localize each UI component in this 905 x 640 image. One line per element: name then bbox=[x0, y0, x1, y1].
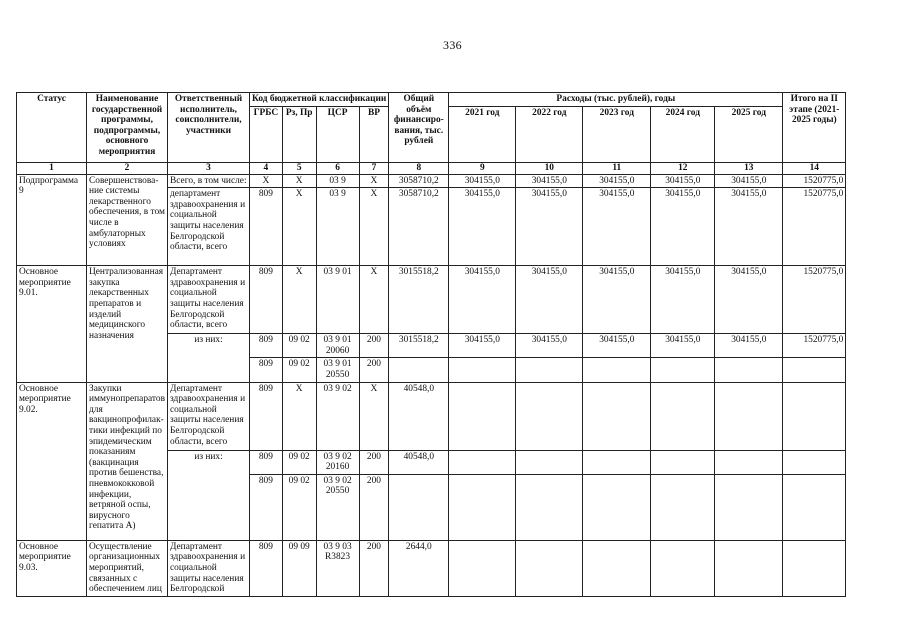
table-row bbox=[17, 540, 846, 596]
cell-2022 bbox=[516, 474, 583, 540]
cell-2025 bbox=[715, 540, 783, 596]
cell-2023: 304155,0 bbox=[583, 188, 651, 266]
cell-2025: 304155,0 bbox=[715, 266, 783, 334]
header-vr: ВР bbox=[359, 106, 389, 162]
cell-2024 bbox=[651, 382, 715, 450]
cell-2025: 304155,0 bbox=[715, 174, 783, 188]
cell-csr: 03 9 02 20550 bbox=[316, 474, 359, 540]
cell-vr: 200 bbox=[359, 450, 389, 474]
row-responsible: департамент здравоохранения и социальной защиты населения Белгородской области, всего bbox=[168, 188, 250, 266]
cell-2022: 304155,0 bbox=[516, 188, 583, 266]
cell-2021: 304155,0 bbox=[449, 188, 516, 266]
cell-vr: 200 bbox=[359, 540, 389, 596]
cell-total: 40548,0 bbox=[389, 450, 449, 474]
cell-rzpr: 09 02 bbox=[282, 334, 316, 358]
cell-2025 bbox=[715, 382, 783, 450]
row-responsible: из них: bbox=[168, 334, 250, 382]
row-status: Основное мероприятие 9.03. bbox=[17, 540, 87, 596]
cell-rzpr: 09 02 bbox=[282, 358, 316, 382]
cell-csr: 03 9 02 20160 bbox=[316, 450, 359, 474]
column-number: 3 bbox=[168, 162, 250, 174]
cell-stage-total: 1520775,0 bbox=[783, 334, 846, 358]
row-status: Подпрограмма 9 bbox=[17, 174, 87, 266]
row-responsible: Департамент здравоохранения и социальной защиты населения Белгородской области, всего bbox=[168, 266, 250, 334]
cell-csr: 03 9 01 20550 bbox=[316, 358, 359, 382]
cell-csr: 03 9 bbox=[316, 188, 359, 266]
cell-2022: 304155,0 bbox=[516, 174, 583, 188]
row-responsible: Департамент здравоохранения и социальной защиты населения Белгородской bbox=[168, 540, 250, 596]
cell-stage-total bbox=[783, 450, 846, 474]
row-name: Закупки иммунопрепаратов для вакцинопрофилак-тики инфекций по эпидемическим показаниям (вакцинация против бешенства, пневмококковой инфекции, ветряной оспы, вирусного гепатита А) bbox=[87, 382, 168, 540]
cell-2025: 304155,0 bbox=[715, 188, 783, 266]
header-row-1 bbox=[17, 93, 846, 107]
cell-2021 bbox=[449, 358, 516, 382]
cell-2025 bbox=[715, 474, 783, 540]
table-row bbox=[17, 266, 846, 334]
cell-2022 bbox=[516, 358, 583, 382]
column-number: 13 bbox=[715, 162, 783, 174]
cell-stage-total: 1520775,0 bbox=[783, 188, 846, 266]
row-name: Совершенствова-ние системы лекарственного обеспечения, в том числе в амбулаторных условиях bbox=[87, 174, 168, 266]
column-number: 2 bbox=[87, 162, 168, 174]
cell-2024 bbox=[651, 540, 715, 596]
cell-total: 3058710,2 bbox=[389, 188, 449, 266]
row-name: Осуществление организационных мероприятий, связанных с обеспечением лиц bbox=[87, 540, 168, 596]
cell-2023 bbox=[583, 474, 651, 540]
header-name: Наименование государственной программы, подпрограммы, основного мероприятия bbox=[87, 93, 168, 163]
header-total: Общий объём финансиро-вания, тыс. рублей bbox=[389, 93, 449, 163]
cell-2025: 304155,0 bbox=[715, 334, 783, 358]
column-number: 11 bbox=[583, 162, 651, 174]
cell-2021 bbox=[449, 450, 516, 474]
cell-2022 bbox=[516, 540, 583, 596]
cell-stage-total bbox=[783, 474, 846, 540]
row-status: Основное мероприятие 9.01. bbox=[17, 266, 87, 382]
header-2024: 2024 год bbox=[651, 106, 715, 162]
cell-2023 bbox=[583, 382, 651, 450]
cell-grbs: 809 bbox=[250, 188, 283, 266]
cell-2025 bbox=[715, 450, 783, 474]
column-number: 7 bbox=[359, 162, 389, 174]
row-responsible: Департамент здравоохранения и социальной защиты населения Белгородской области, всего bbox=[168, 382, 250, 450]
cell-2024: 304155,0 bbox=[651, 334, 715, 358]
cell-total: 3015518,2 bbox=[389, 334, 449, 358]
header-expenses: Расходы (тыс. рублей), годы bbox=[449, 93, 783, 107]
cell-vr: 200 bbox=[359, 334, 389, 358]
cell-vr: 200 bbox=[359, 474, 389, 540]
header-status: Статус bbox=[17, 93, 87, 163]
cell-2023 bbox=[583, 540, 651, 596]
column-number: 6 bbox=[316, 162, 359, 174]
cell-2021: 304155,0 bbox=[449, 174, 516, 188]
column-number: 14 bbox=[783, 162, 846, 174]
column-number: 10 bbox=[516, 162, 583, 174]
cell-grbs: 809 bbox=[250, 266, 283, 334]
cell-csr: 03 9 01 20060 bbox=[316, 334, 359, 358]
cell-total: 3058710,2 bbox=[389, 174, 449, 188]
cell-2024 bbox=[651, 450, 715, 474]
column-number: 12 bbox=[651, 162, 715, 174]
column-number: 5 bbox=[282, 162, 316, 174]
cell-2023 bbox=[583, 358, 651, 382]
budget-table bbox=[16, 92, 846, 597]
page-number: 336 bbox=[443, 38, 462, 52]
cell-2024: 304155,0 bbox=[651, 174, 715, 188]
header-csr: ЦСР bbox=[316, 106, 359, 162]
cell-total: 40548,0 bbox=[389, 382, 449, 450]
cell-stage-total: 1520775,0 bbox=[783, 266, 846, 334]
cell-grbs: 809 bbox=[250, 474, 283, 540]
cell-vr: 200 bbox=[359, 358, 389, 382]
cell-grbs: 809 bbox=[250, 358, 283, 382]
cell-2022 bbox=[516, 382, 583, 450]
cell-rzpr: 09 02 bbox=[282, 450, 316, 474]
cell-stage-total: 1520775,0 bbox=[783, 174, 846, 188]
cell-rzpr: X bbox=[282, 382, 316, 450]
cell-2023: 304155,0 bbox=[583, 334, 651, 358]
cell-rzpr: X bbox=[282, 266, 316, 334]
header-2021: 2021 год bbox=[449, 106, 516, 162]
row-responsible: Всего, в том числе: bbox=[168, 174, 250, 188]
column-number: 9 bbox=[449, 162, 516, 174]
cell-csr: 03 9 02 bbox=[316, 382, 359, 450]
cell-2022: 304155,0 bbox=[516, 266, 583, 334]
cell-total bbox=[389, 358, 449, 382]
cell-grbs: 809 bbox=[250, 382, 283, 450]
header-rzpr: Рз, Пр bbox=[282, 106, 316, 162]
table-row bbox=[17, 174, 846, 188]
cell-2024: 304155,0 bbox=[651, 266, 715, 334]
cell-grbs: 809 bbox=[250, 450, 283, 474]
cell-stage-total bbox=[783, 382, 846, 450]
header-stage-total: Итого на II этапе (2021-2025 годы) bbox=[783, 93, 846, 163]
row-responsible: из них: bbox=[168, 450, 250, 540]
cell-vr: X bbox=[359, 188, 389, 266]
cell-2024 bbox=[651, 474, 715, 540]
cell-2021 bbox=[449, 382, 516, 450]
cell-stage-total bbox=[783, 358, 846, 382]
header-grbs: ГРБС bbox=[250, 106, 283, 162]
header-2025: 2025 год bbox=[715, 106, 783, 162]
cell-2022: 304155,0 bbox=[516, 334, 583, 358]
table-row bbox=[17, 382, 846, 450]
cell-2021: 304155,0 bbox=[449, 266, 516, 334]
cell-stage-total bbox=[783, 540, 846, 596]
cell-rzpr: X bbox=[282, 188, 316, 266]
header-2022: 2022 год bbox=[516, 106, 583, 162]
cell-grbs: 809 bbox=[250, 540, 283, 596]
cell-csr: 03 9 03 R3823 bbox=[316, 540, 359, 596]
cell-rzpr: 09 02 bbox=[282, 474, 316, 540]
header-2023: 2023 год bbox=[583, 106, 651, 162]
row-name: Централизованная закупка лекарственных препаратов и изделий медицинского назначения bbox=[87, 266, 168, 382]
cell-2021: 304155,0 bbox=[449, 334, 516, 358]
cell-total: 2644,0 bbox=[389, 540, 449, 596]
cell-2023: 304155,0 bbox=[583, 266, 651, 334]
column-number: 8 bbox=[389, 162, 449, 174]
cell-grbs: 809 bbox=[250, 334, 283, 358]
cell-total: 3015518,2 bbox=[389, 266, 449, 334]
cell-rzpr: X bbox=[282, 174, 316, 188]
cell-2023: 304155,0 bbox=[583, 174, 651, 188]
cell-2025 bbox=[715, 358, 783, 382]
column-number: 1 bbox=[17, 162, 87, 174]
cell-total bbox=[389, 474, 449, 540]
cell-csr: 03 9 bbox=[316, 174, 359, 188]
cell-2024: 304155,0 bbox=[651, 188, 715, 266]
column-number: 4 bbox=[250, 162, 283, 174]
cell-2021 bbox=[449, 474, 516, 540]
cell-2024 bbox=[651, 358, 715, 382]
cell-vr: X bbox=[359, 382, 389, 450]
cell-2023 bbox=[583, 450, 651, 474]
cell-vr: X bbox=[359, 174, 389, 188]
header-responsible: Ответственный исполнитель, соисполнители, участники bbox=[168, 93, 250, 163]
cell-vr: X bbox=[359, 266, 389, 334]
cell-2022 bbox=[516, 450, 583, 474]
header-budget-code: Код бюджетной классификации bbox=[250, 93, 389, 107]
column-number-row bbox=[17, 162, 846, 174]
cell-csr: 03 9 01 bbox=[316, 266, 359, 334]
row-status: Основное мероприятие 9.02. bbox=[17, 382, 87, 540]
cell-grbs: X bbox=[250, 174, 283, 188]
cell-rzpr: 09 09 bbox=[282, 540, 316, 596]
cell-2021 bbox=[449, 540, 516, 596]
